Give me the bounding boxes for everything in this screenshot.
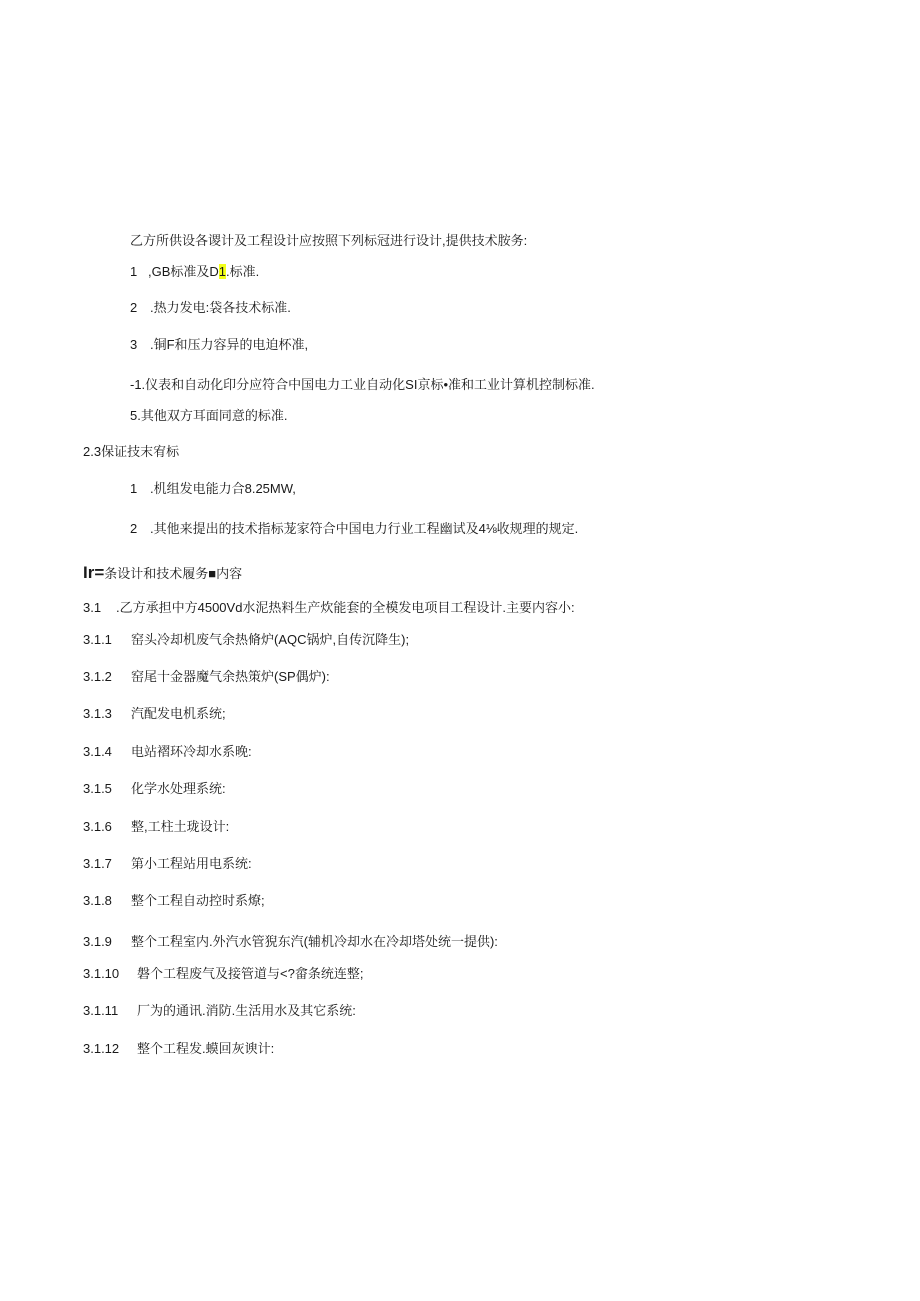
subitem-text: 第小工程站用电系统: — [131, 856, 252, 871]
item-text: .乙方承担中方4500Vd水泥热料生产炊能套的全模发电项目工程设计.主要内容小: — [116, 600, 575, 615]
subitem-number: 3.1.4 — [83, 744, 112, 759]
standard-number: 1 — [130, 264, 138, 279]
subitem-text: 整个工程室内.外汽水管猊东汽(辅机冷却水在冷却塔处统一提供): — [131, 934, 498, 949]
item-number: 1 — [130, 481, 138, 496]
intro-paragraph: 乙方所供设各谡计及工程设计应按照下列标冠进行设计,提供技术胺务: — [130, 233, 528, 248]
subitem-number: 3.1.7 — [83, 856, 112, 871]
subitem-number: 3.1.6 — [83, 819, 112, 834]
standard-text: ,GB标准及D — [148, 264, 219, 279]
standard-text: .标准. — [226, 264, 260, 279]
subitem-text: 窑头冷却机废气余热脩炉(AQC锅炉,自传沉降生); — [131, 632, 410, 647]
subitem-text: 汽配发电机系统; — [131, 706, 226, 721]
subitem-number: 3.1.10 — [83, 966, 120, 981]
highlighted-text: 1 — [218, 264, 227, 279]
subitem-text: 整,工柱土珑设计: — [131, 819, 230, 834]
standard-item: -1.仪表和自动化印分应符合中国电力工业自动化SI京标•准和工业计算机控制标准. — [130, 377, 595, 392]
subitem-number: 3.1.3 — [83, 706, 112, 721]
standard-item — [148, 264, 259, 280]
item-number: 2 — [130, 521, 138, 536]
subitem-number: 3.1.5 — [83, 781, 112, 796]
standard-item: .热力发电:袋各技术标准. — [150, 300, 291, 315]
subitem-text: 整个工程自动控时系燎; — [131, 893, 265, 908]
subitem-text: 厂为的通讯.消防.生活用水及其它系统: — [137, 1003, 356, 1018]
item-text: .其他来提出的技术指标茏家符合中国电力行业工程幽试及4⅛收规理的规定. — [150, 521, 579, 536]
subitem-text: 整个工程发.蟆回灰谀计: — [137, 1041, 275, 1056]
subitem-text: 化学水处理系统: — [131, 781, 226, 796]
subitem-text: 磐个工程废气及接管道与<?畲条统连整; — [137, 966, 364, 981]
subitem-number: 3.1.9 — [83, 934, 112, 949]
standard-item: 5.其他双方耳面同意的标准. — [130, 408, 288, 423]
standard-item: .铜F和压力容异的电迫杯准, — [150, 337, 309, 352]
standard-number: 3 — [130, 337, 138, 352]
section-heading-text: 条设计和技术履务■内容 — [104, 566, 243, 581]
subitem-number: 3.1.2 — [83, 669, 112, 684]
subitem-number: 3.1.11 — [83, 1003, 119, 1018]
subitem-number: 3.1.1 — [83, 632, 112, 647]
section-heading — [83, 565, 242, 582]
section-heading: 2.3保证技末宥标 — [83, 444, 180, 459]
item-number: 3.1 — [83, 600, 102, 615]
standard-number: 2 — [130, 300, 138, 315]
subitem-number: 3.1.12 — [83, 1041, 120, 1056]
subitem-number: 3.1.8 — [83, 893, 112, 908]
section-heading-prefix: Ir= — [83, 563, 105, 582]
item-text: .机组发电能力合8.25MW, — [150, 481, 296, 496]
subitem-text: 电站褶环冷却水系晚: — [131, 744, 252, 759]
subitem-text: 窑尾十金器魔气余热策炉(SP偶炉): — [131, 669, 330, 684]
